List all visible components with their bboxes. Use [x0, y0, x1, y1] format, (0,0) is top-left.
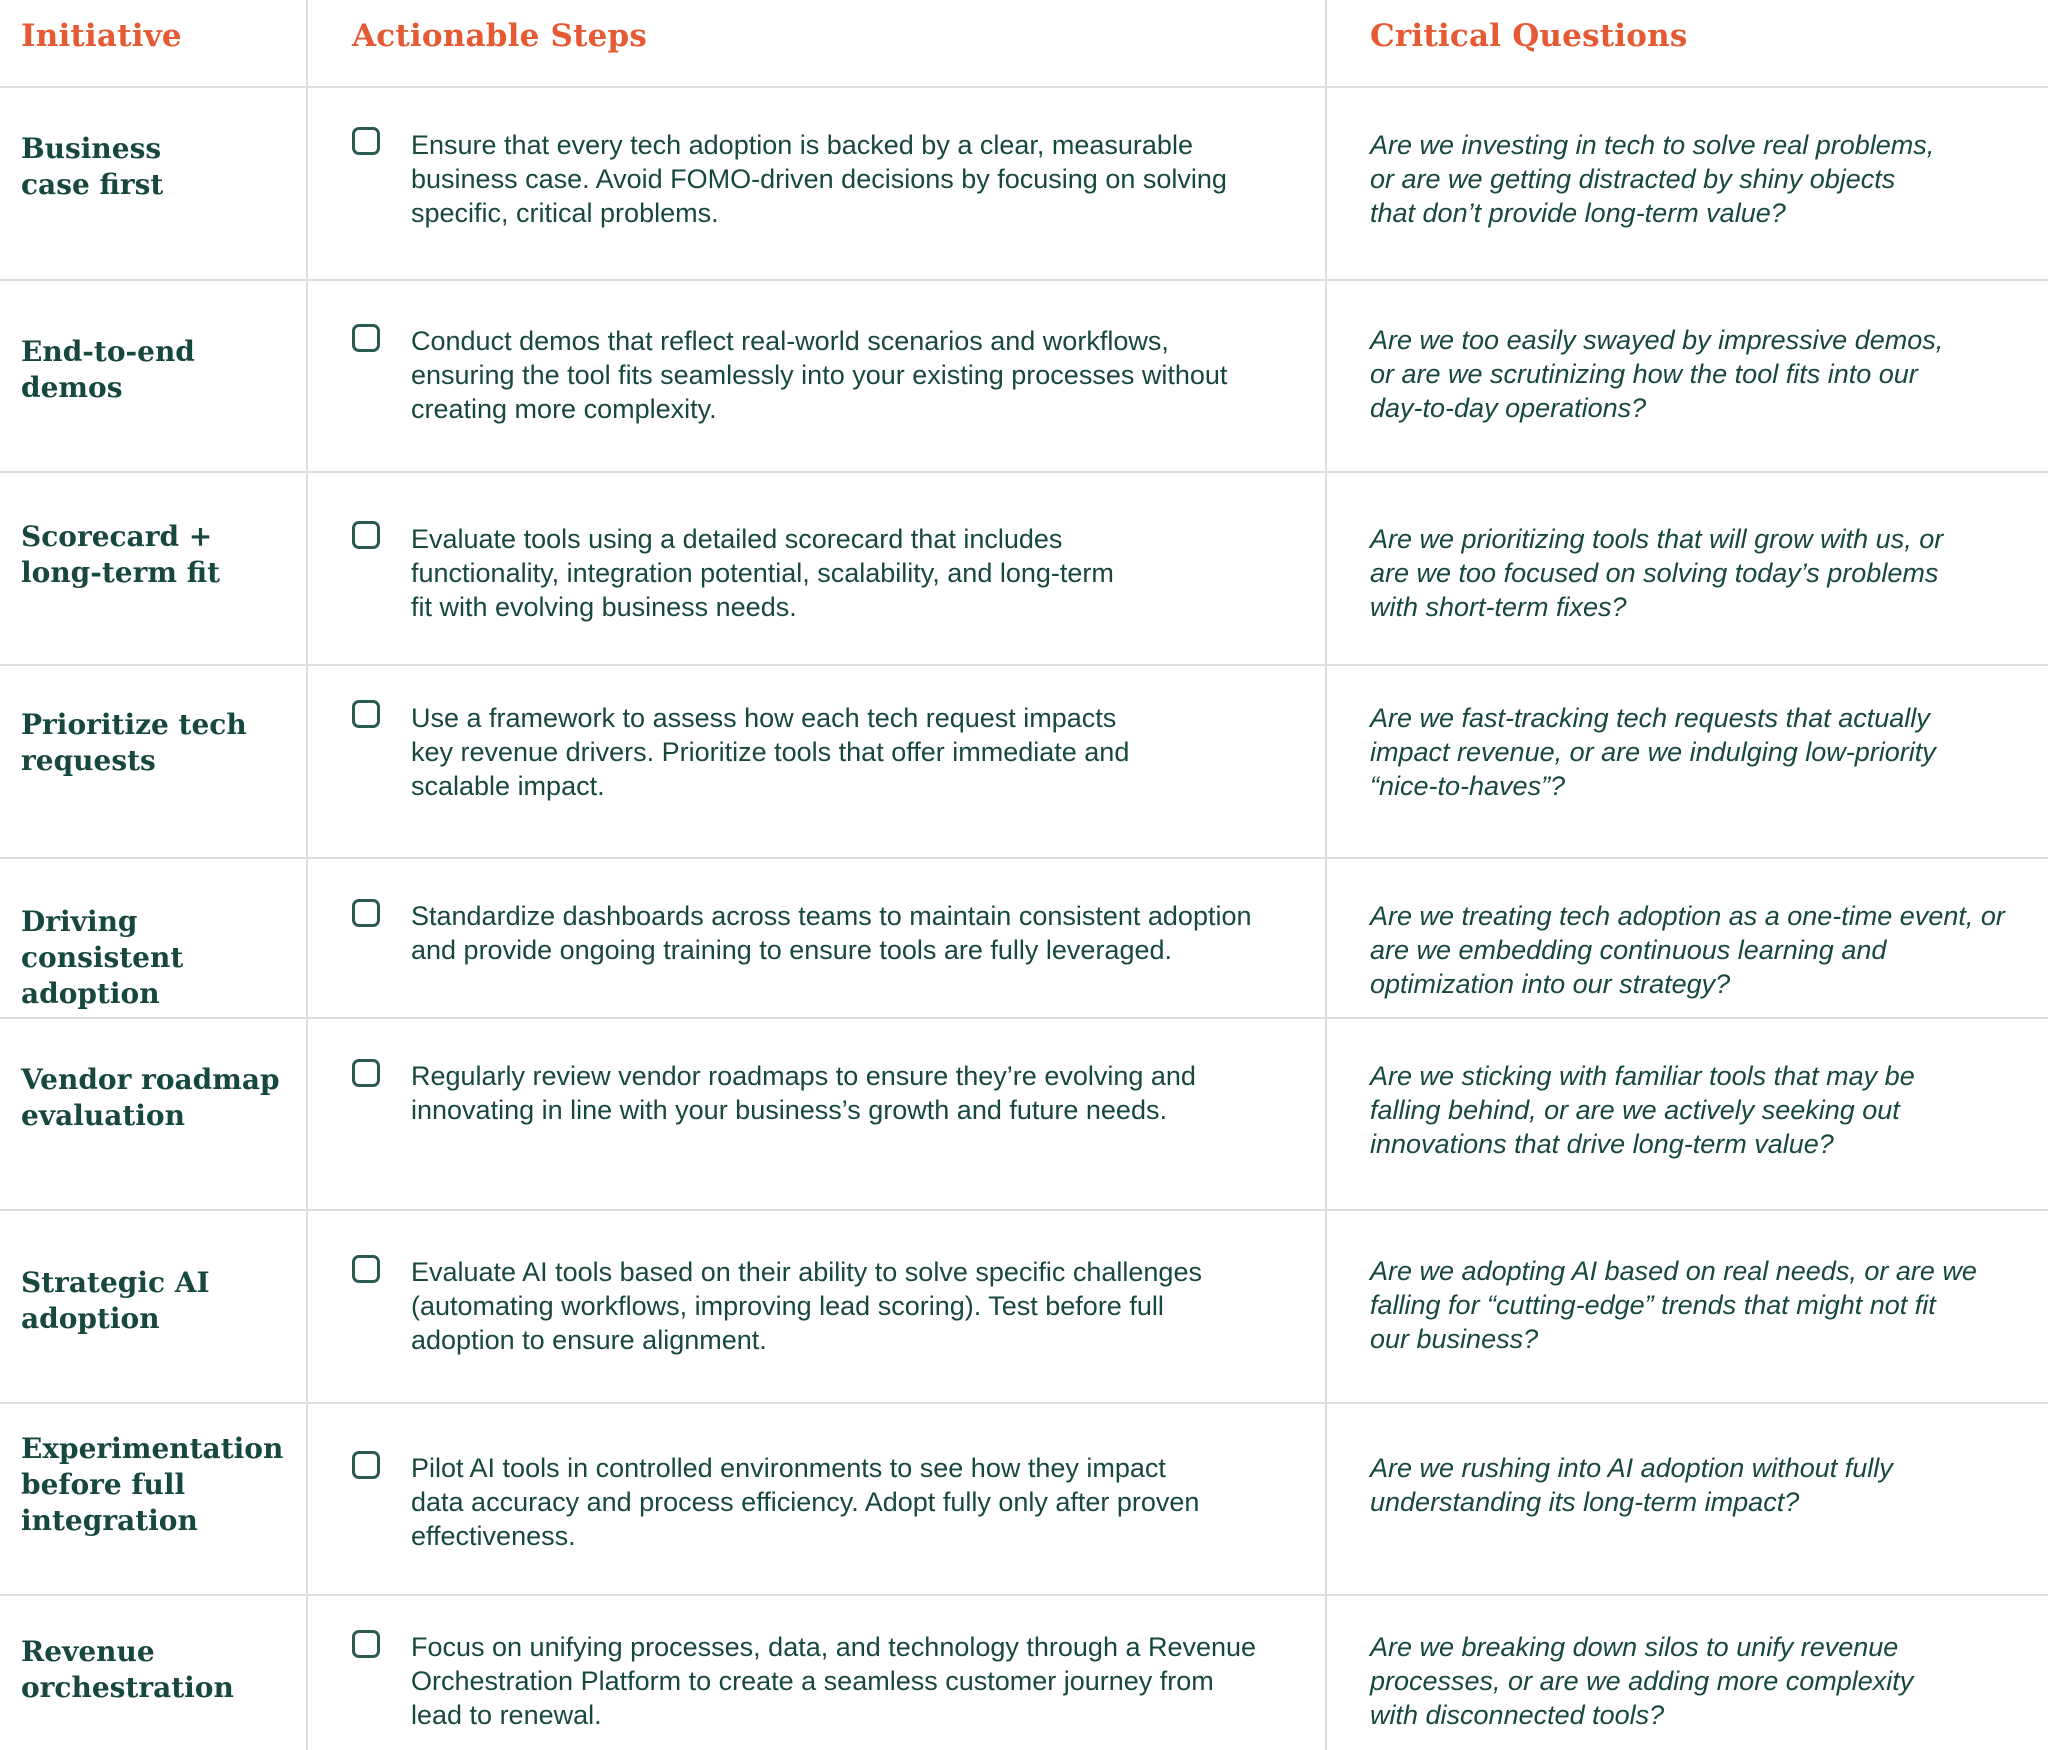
step-checkbox[interactable] — [352, 324, 380, 352]
step-checkbox[interactable] — [352, 1059, 380, 1087]
step-checkbox[interactable] — [352, 521, 380, 549]
critical-question: Are we breaking down silos to unify revenue processes, or are we adding more complexity with disconnected tools? — [1370, 1632, 1914, 1730]
actionable-step: Pilot AI tools in controlled environments to see how they impact data accuracy and process efficiency. Adopt fully only after proven effectiveness. — [411, 1453, 1200, 1551]
initiative-name: Driving consistent adoption — [21, 905, 184, 1010]
table-row — [0, 666, 2048, 859]
table-row — [0, 1019, 2048, 1211]
header-row — [0, 0, 2048, 88]
critical-question: Are we fast-tracking tech requests that actually impact revenue, or are we indulging low-priority “nice-to-haves”? — [1370, 703, 1936, 801]
initiative-name: Experimentation before full integration — [21, 1432, 284, 1537]
initiative-name: Scorecard + long-term fit — [21, 520, 221, 589]
actionable-step: Use a framework to assess how each tech request impacts key revenue drivers. Prioritize tools that offer immediate and scalable impact. — [411, 703, 1130, 801]
table-row — [0, 1211, 2048, 1404]
actionable-step: Regularly review vendor roadmaps to ensure they’re evolving and innovating in line with your business’s growth and future needs. — [411, 1061, 1196, 1125]
initiative-name: End-to-end demos — [21, 335, 195, 404]
initiative-name: Strategic AI adoption — [21, 1266, 210, 1335]
table-row — [0, 1596, 2048, 1750]
critical-question: Are we treating tech adoption as a one-time event, or are we embedding continuous learning and optimization into our strategy? — [1370, 901, 2005, 999]
table-row — [0, 281, 2048, 473]
table-row — [0, 1404, 2048, 1596]
critical-question: Are we adopting AI based on real needs, or are we falling for “cutting-edge” trends that might not fit our business? — [1370, 1256, 1977, 1354]
initiative-name: Prioritize tech requests — [21, 708, 247, 777]
table-row — [0, 88, 2048, 281]
step-checkbox[interactable] — [352, 899, 380, 927]
initiative-name: Revenue orchestration — [21, 1635, 234, 1704]
critical-question: Are we prioritizing tools that will grow with us, or are we too focused on solving today’s problems with short-term fixes? — [1370, 524, 1944, 622]
actionable-step: Focus on unifying processes, data, and technology through a Revenue Orchestration Platform to create a seamless customer journey from lead to renewal. — [411, 1632, 1257, 1730]
critical-question: Are we rushing into AI adoption without fully understanding its long-term impact? — [1370, 1453, 1893, 1517]
critical-question: Are we too easily swayed by impressive demos, or are we scrutinizing how the tool fits into our day-to-day operations? — [1370, 325, 1944, 423]
actionable-step: Evaluate AI tools based on their ability to solve specific challenges (automating workflows, improving lead scoring). Test before full adoption to ensure alignment. — [411, 1257, 1202, 1355]
critical-question: Are we investing in tech to solve real problems, or are we getting distracted by shiny objects that don’t provide long-term value? — [1370, 130, 1935, 228]
actionable-step: Standardize dashboards across teams to maintain consistent adoption and provide ongoing training to ensure tools are fully leveraged. — [411, 901, 1252, 965]
initiative-name: Business case first — [21, 132, 164, 201]
actionable-step: Evaluate tools using a detailed scorecard that includes functionality, integration potential, scalability, and long-term fit with evolving business needs. — [411, 524, 1114, 622]
actionable-step: Conduct demos that reflect real-world scenarios and workflows, ensuring the tool fits seamlessly into your existing processes without creating more complexity. — [411, 326, 1228, 424]
table-row — [0, 473, 2048, 666]
header-initiative: Initiative — [21, 18, 182, 54]
table-row — [0, 859, 2048, 1019]
initiative-name: Vendor roadmap evaluation — [21, 1063, 280, 1132]
step-checkbox[interactable] — [352, 1255, 380, 1283]
step-checkbox[interactable] — [352, 1630, 380, 1658]
critical-question: Are we sticking with familiar tools that may be falling behind, or are we actively seeking out innovations that drive long-term value? — [1370, 1061, 1915, 1159]
header-actionable-steps: Actionable Steps — [352, 18, 648, 54]
step-checkbox[interactable] — [352, 127, 380, 155]
step-checkbox[interactable] — [352, 700, 380, 728]
header-critical-questions: Critical Questions — [1370, 18, 1688, 54]
actionable-step: Ensure that every tech adoption is backed by a clear, measurable business case. Avoid FOMO-driven decisions by focusing on solving specific, critical problems. — [411, 130, 1227, 228]
step-checkbox[interactable] — [352, 1451, 380, 1479]
